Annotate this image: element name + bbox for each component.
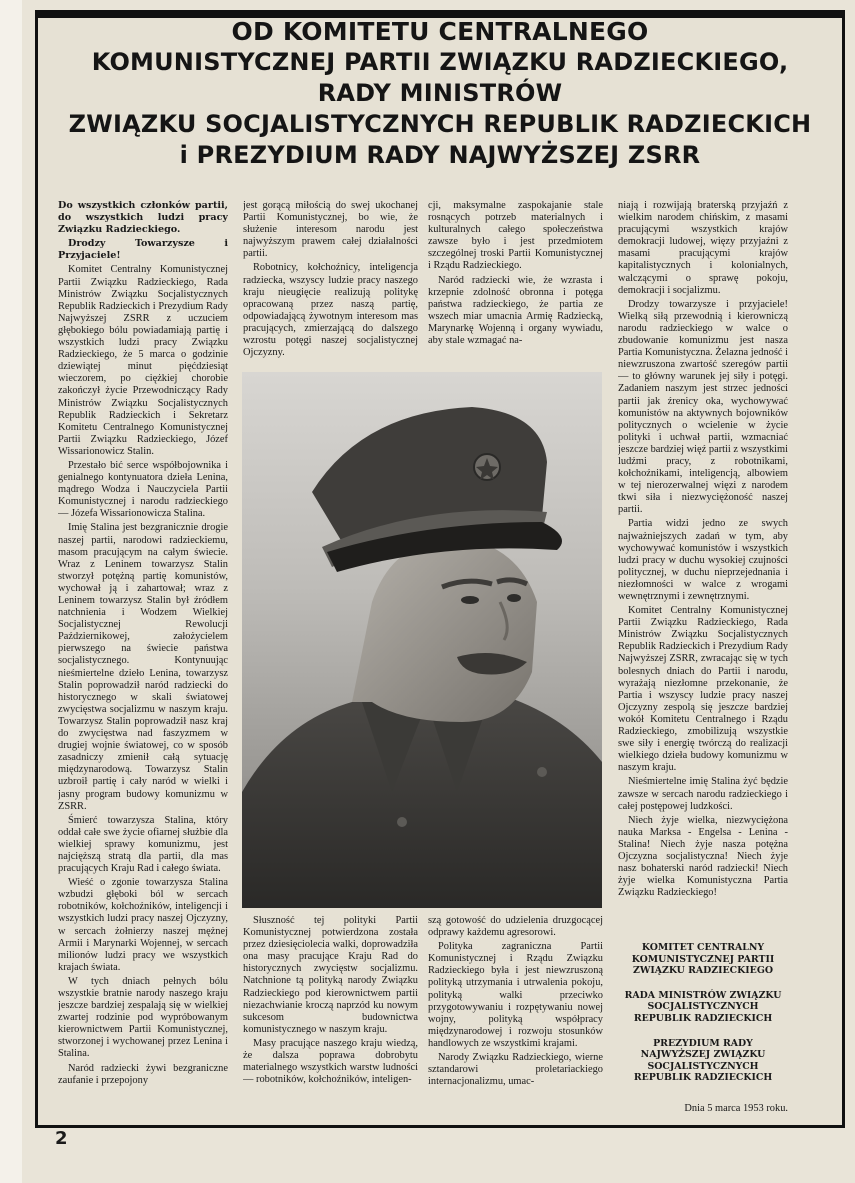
salutation: Drodzy Towarzysze i Przyjaciele! xyxy=(58,238,228,262)
headline-line-2: KOMUNISTYCZNEJ PARTII ZWIĄZKU RADZIECKIEGO, xyxy=(91,48,789,76)
paragraph: Drodzy towarzysze i przyjaciele! Wielką siłą przewodnią i kierowniczą narodu radzieckiego w walce o zbudowanie komunizmu jest nasza Partia Komunistyczna. Żelazna jedność i niewzruszona zwartość szeregów partii — to główny warunek jej siły i potęgi. Zadaniem naszym jest strzec jedności partii jak źrenicy oka, wychowywać komunistów na aktywnych bojowników politycznych o wcielenie w życie polityki i uchwał partii, wzmacniać jeszcze bardziej więź partii z wszystkimi ludźmi pracy, z robotnikami, kołchoźnikami, inteligencją, albowiem w tej nierozerwalnej więzi z narodem tkwi siła i niezwyciężoność naszej partii. xyxy=(618,298,788,516)
paragraph: Narody Związku Radzieckiego, wierne sztandarowi proletariackiego internacjonalizmu, umac- xyxy=(428,1052,603,1088)
paragraph: Komitet Centralny Komunistycznej Partii Związku Radzieckiego, Rada Ministrów Związku Socjalistycznych Republik Radzieckich i Prezydium Rady Najwyższej ZSRR, zwracając się w tych bolesnych dniach do Partii i narodu, wyrażają niezłomne przekonanie, że Partia i wszyscy ludzie pracy naszej Ojczyzny zespolą się jeszcze bardziej wokół Komitetu Centralnego i Rządu Radzieckiego, zmobilizują wszystkie swe siły i energię twórczą do realizacji wielkiego dzieła budowy komunizmu w naszym kraju. xyxy=(618,605,788,774)
page-number: 2 xyxy=(55,1128,68,1149)
paragraph: Niech żyje wielka, niezwyciężona nauka Marksa - Engelsa - Lenina - Stalina! Niech żyje nasza potężna Ojczyzna socjalistyczna! Niech żyje nasz bohaterski naród radziecki! Niech żyje wielka Komunistyczna Partia Związku Radzieckiego! xyxy=(618,814,788,899)
paragraph: Naród radziecki żywi bezgraniczne zaufanie i przepojony xyxy=(58,1062,228,1086)
page-edge xyxy=(0,0,22,1183)
paragraph: Partia widzi jedno ze swych najważniejszych zadań w tym, aby wychowywać komunistów i wszystkich ludzi pracy w duchu wysokiej czujności politycznej, w duchu nieprzejednania i niezłomności w walce z wrogami wewnętrznymi i zewnętrznymi. xyxy=(618,518,788,602)
headline-line-5: i PREZYDIUM RADY NAJWYŻSZEJ ZSRR xyxy=(179,141,701,169)
paragraph: W tych dniach pełnych bólu wszystkie bratnie narody naszego kraju jeszcze bardziej zespalają się w wielkiej zwartej rodzinie pod wypróbowanym kierownictwem Partii Komunistycznej, stworzonej i wychowanej przez Lenina i Stalina. xyxy=(58,975,228,1060)
paragraph: cji, maksymalne zaspokajanie stale rosnących potrzeb materialnych i kulturalnych całego społeczeństwa zawsze było i jest przedmiotem szczególnej troski Partii Komunistycznej i Rządu Radzieckiego. xyxy=(428,200,603,272)
paragraph: Komitet Centralny Komunistycznej Partii Związku Radzieckiego, Rada Ministrów Związku Socjalistycznych Republik Radzieckich i Prezydium Rady Najwyższej ZSRR z uczuciem głębokiego bólu powiadamiają partię i wszystkich ludzi pracy Związku Radzieckiego, że 5 marca o godzinie dziewiątej minut pięćdziesiąt wieczorem, po ciężkiej chorobie zakończył życie Przewodniczący Rady Ministrów Związku Socjalistycznych Republik Radzieckich i Sekretarz Komitetu Centralnego Komunistycznej Partii Związku Radzieckiego, Józef Wissarionowicz Stalin. xyxy=(58,264,228,457)
signatures xyxy=(618,942,788,1097)
paragraph: niają i rozwijają braterską przyjaźń z wielkim narodem chińskim, z masami pracującymi wszystkich krajów demokracji ludowej, więzy przyjaźni z masami pracującymi krajów kapitalistycznych i kolonialnych, walczącymi o sprawę pokoju, demokracji i socjalizmu. xyxy=(618,200,788,296)
signature-council-of-ministers: RADA MINISTRÓW ZWIĄZKU SOCJALISTYCZNYCH REPUBLIK RADZIECKICH xyxy=(624,989,782,1024)
headline-line-3: RADY MINISTRÓW xyxy=(317,79,563,107)
article-column-2-bottom xyxy=(243,915,418,1120)
headline xyxy=(40,16,840,171)
paragraph: Śmierć towarzysza Stalina, który oddał całe swe życie ofiarnej służbie dla wielkiej sprawy komunizmu, jest najcięższą stratą dla partii, dla mas pracujących Kraju Rad i całego świata. xyxy=(58,814,228,875)
paragraph: jest gorącą miłością do swej ukochanej Partii Komunistycznej, bo wie, że służenie interesom narodu jest najwyższym prawem całej działalności partii. xyxy=(243,200,418,260)
paragraph: Wieść o zgonie towarzysza Stalina wzbudzi głęboki ból w sercach robotników, kołchoźników, inteligencji i wszystkich ludzi pracy naszej Ojczyzny, w sercach żołnierzy naszej mężnej Armii i Marynarki Wojennej, w sercach milionów ludzi pracy we wszystkich krajach świata. xyxy=(58,877,228,973)
article-column-2-top xyxy=(243,200,418,368)
article-column-3-bottom xyxy=(428,915,603,1120)
article-column-3-top xyxy=(428,200,603,368)
paragraph: Naród radziecki wie, że wzrasta i krzepnie zdolność obronna i potęga państwa radzieckiego, że partia ze wszech miar umacnia Armię Radziecką, Marynarkę Wojenną i organy wywiadu, aby stale wzmagać na- xyxy=(428,274,603,347)
portrait-photo xyxy=(242,372,602,908)
issue-date: Dnia 5 marca 1953 roku. xyxy=(684,1103,788,1114)
paragraph: Słuszność tej polityki Partii Komunistycznej potwierdzona została przez dziesięciolecia walki, doprowadziła ona masy pracujące Kraju Rad do historycznych zwycięstw socjalizmu. Natchnione tą polityką narody Związku Radzieckiego pod kierownictwem partii niezachwianie kroczą naprzód ku nowym sukcesom budownictwa komunistycznego w naszym kraju. xyxy=(243,915,418,1035)
signature-central-committee: KOMITET CENTRALNY KOMUNISTYCZNEJ PARTII ZWIĄZKU RADZIECKIEGO xyxy=(631,942,775,977)
headline-line-1: OD KOMITETU CENTRALNEGO xyxy=(231,17,649,46)
paragraph: Masy pracujące naszego kraju wiedzą, że dalsza poprawa dobrobytu materialnego wszystkich warstw ludności — robotników, kołchoźników, inteligen- xyxy=(243,1037,418,1086)
paragraph: Nieśmiertelne imię Stalina żyć będzie zawsze w sercach narodu radzieckiego i całej postępowej ludzkości. xyxy=(618,776,788,812)
signature-presidium: PREZYDIUM RADY NAJWYŻSZEJ ZWIĄZKU SOCJALISTYCZNYCH REPUBLIK RADZIECKICH xyxy=(633,1037,773,1084)
portrait-illustration xyxy=(242,372,602,908)
paragraph: szą gotowość do udzielenia druzgocącej odprawy każdemu agresorowi. xyxy=(428,915,603,939)
headline-line-4: ZWIĄZKU SOCJALISTYCZNYCH REPUBLIK RADZIECKICH xyxy=(68,110,812,138)
paragraph: Imię Stalina jest bezgranicznie drogie naszej partii, narodowi radzieckiemu, masom pracującym na całym świecie. Wraz z Leninem towarzysz Stalin stworzył potężną partię komunistów, wychował ją i zahartował; wraz z Leninem towarzysz Stalin był źródłem natchnienia i Wodzem Wielkiej Socjalistycznej Rewolucji Październikowej, założycielem pierwszego na świecie państwa socjalistycznego. Kontynuując nieśmiertelne dzieło Lenina, towarzysz Stalin poprowadził naród radziecki do historycznego w skali światowej zwycięstwa socjalizmu w naszym kraju. Towarzysz Stalin poprowadził nasz kraj do zwycięstwa nad faszyzmem w drugiej wojnie światowej, co w sposób zasadniczy zmienił całą sytuację międzynarodową. Towarzysz Stalin uzbroił partię i cały naród w wielki i jasny program budowy komunizmu w ZSRR. xyxy=(58,522,228,812)
paragraph: Polityka zagraniczna Partii Komunistycznej i Rządu Związku Radzieckiego była i jest niewzruszoną polityką utrzymania i utrwalenia pokoju, polityką walki przeciwko przygotowywaniu i rozpętywaniu nowej wojny, polityką współpracy międzynarodowej i rozwoju stosunków handlowych ze wszystkimi krajami. xyxy=(428,941,603,1049)
paragraph: Przestało bić serce współbojownika i genialnego kontynuatora dzieła Lenina, mądrego Wodza i Nauczyciela Partii Komunistycznej i narodu radzieckiego — Józefa Wissarionowicza Stalina. xyxy=(58,459,228,520)
article-column-4 xyxy=(618,200,788,920)
address-line: Do wszystkich członków partii, do wszystkich ludzi pracy Związku Radzieckiego. xyxy=(58,200,228,236)
paragraph: Robotnicy, kołchoźnicy, inteligencja radziecka, wszyscy ludzie pracy naszego kraju nieugięcie realizują politykę opracowaną przez naszą partię, odpowiadającą żywotnym interesom mas pracujących, zmierzającą do dalszego wzrostu potęgi naszej socjalistycznej Ojczyzny. xyxy=(243,262,418,359)
article-column-1 xyxy=(58,200,228,1120)
